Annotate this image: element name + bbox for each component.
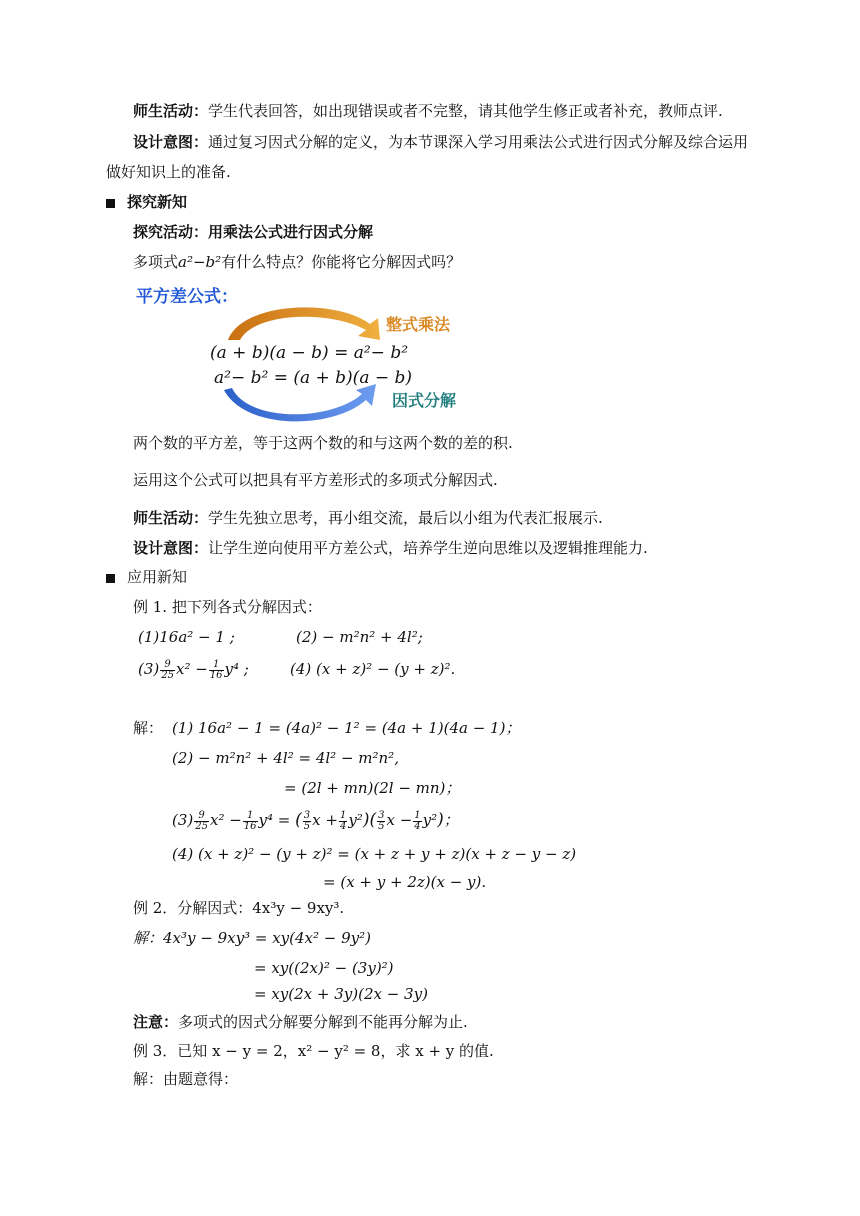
denominator: 25	[195, 820, 208, 832]
example-1-item-1: (1)16a² − 1 ;	[138, 628, 235, 646]
square-bullet-icon	[106, 574, 115, 583]
text: 通过复习因式分解的定义，为本节课深入学习用乘法公式进行因式分解及综合运用	[208, 133, 749, 151]
label: 设计意图：	[133, 133, 209, 151]
denominator: 4	[414, 820, 421, 832]
paragraph-intent-1-cont: 做好知识上的准备.	[106, 163, 231, 181]
label: 师生活动：	[133, 102, 209, 120]
denominator: 5	[378, 820, 385, 832]
paragraph-rule: 两个数的平方差，等于这两个数的和与这两个数的差的积.	[133, 434, 513, 452]
multiplication-arrow-icon	[228, 307, 380, 340]
text: 学生代表回答，如出现错误或者不完整，请其他学生修正或者补充，教师点评.	[208, 102, 723, 120]
example-1-item-3	[138, 659, 249, 681]
paragraph-intent-1	[133, 132, 748, 152]
numerator: 1	[243, 811, 258, 822]
denominator: 25	[161, 669, 174, 681]
example-2-title: 例 2．分解因式：4x³y − 9xy³.	[133, 899, 345, 917]
explore-title: 探究活动：用乘法公式进行因式分解	[133, 223, 374, 241]
tail: y⁴ ;	[224, 660, 249, 678]
solution-1-label: 解：	[133, 719, 164, 737]
q-pre: 多项式	[133, 253, 179, 271]
fraction	[339, 811, 347, 832]
numerator: 3	[378, 809, 385, 821]
difference-of-squares-diagram	[130, 282, 470, 422]
example-1-title: 例 1. 把下列各式分解因式：	[133, 598, 322, 616]
numerator: 9	[194, 811, 209, 822]
paragraph-activity-1	[133, 101, 723, 121]
fraction	[377, 811, 385, 832]
solution-1-step-2a: (2) − m²n² + 4l² = 4l² − m²n²,	[172, 749, 399, 767]
denominator: 4	[339, 820, 347, 832]
paragraph-intent-2	[133, 538, 648, 558]
label: 师生活动：	[133, 509, 209, 527]
example-3-solution: 解：由题意得：	[133, 1070, 239, 1088]
fraction	[413, 811, 421, 832]
solution-1-step-3: (3) $\frac{9}{25}$ x² − $\frac{1}{16}$ y⁴ = ( $\frac{3}{5}$ x + $\frac{1}{4}$ y²)( $\frac{3}{5}$ x − $\frac{1}{4}$ y²)；	[172, 809, 459, 832]
numerator: 1	[209, 660, 224, 671]
label: 注意：	[133, 1013, 179, 1031]
label: 设计意图：	[133, 539, 209, 557]
section-heading-apply	[106, 567, 187, 587]
fraction	[243, 811, 258, 832]
example-2-line-3: = xy(2x + 3y)(2x − 3y)	[254, 985, 428, 1003]
denominator: 16	[243, 820, 257, 832]
text: 学生先独立思考，再小组交流，最后以小组为代表汇报展示.	[208, 509, 603, 527]
solution-1-step-4a: (4) (x + z)² − (y + z)² = (x + z + y + z)(x + z − y − z)	[172, 845, 577, 863]
label-multiplication: 整式乘法	[386, 315, 451, 334]
pre: (3)	[138, 660, 160, 678]
text: 多项式的因式分解要分解到不能再分解为止.	[178, 1013, 468, 1031]
factoring-arrow-icon	[224, 384, 376, 421]
fraction	[194, 811, 209, 832]
denominator: 5	[303, 820, 311, 832]
equation-expand: (a + b)(a − b) = a²− b²	[210, 343, 409, 363]
example-3-title: 例 3．已知 x − y = 2，x² − y² = 8，求 x + y 的值.	[133, 1042, 494, 1060]
numerator: 1	[339, 809, 347, 821]
fraction	[209, 660, 224, 681]
diagram-title: 平方差公式：	[136, 287, 238, 307]
denominator: 16	[209, 669, 223, 681]
numerator: 1	[414, 809, 421, 821]
tail: ；	[443, 811, 459, 829]
example-1-item-2: (2) − m²n² + 4l²;	[296, 628, 423, 646]
label-factoring: 因式分解	[392, 391, 457, 410]
q-formula: a²−b²	[178, 253, 222, 271]
fraction	[303, 811, 311, 832]
solution-1-step-1: (1) 16a² − 1 = (4a)² − 1² = (4a + 1)(4a − 1)；	[172, 719, 521, 737]
mid1: x² −	[209, 811, 242, 829]
example-1-item-4: (4) (x + z)² − (y + z)².	[290, 660, 456, 678]
q-post: 有什么特点？你能将它分解因式吗？	[221, 253, 462, 271]
example-2-line-2: = xy((2x)² − (3y)²)	[254, 959, 394, 977]
text: 让学生逆向使用平方差公式，培养学生逆向思维以及逻辑推理能力.	[208, 539, 648, 557]
fraction	[160, 660, 175, 681]
mid: x² −	[175, 660, 208, 678]
section-heading-explore	[106, 192, 187, 212]
paragraph-usage: 运用这个公式可以把具有平方差形式的多项式分解因式.	[133, 471, 498, 489]
pre: (3)	[172, 811, 194, 829]
solution-1-step-4b: = (x + y + 2z)(x − y).	[323, 873, 487, 891]
explore-question	[133, 252, 461, 272]
numerator: 9	[160, 660, 175, 671]
square-bullet-icon	[106, 199, 115, 208]
numerator: 3	[303, 809, 311, 821]
equation-factor: a²− b² = (a + b)(a − b)	[214, 368, 413, 388]
mid2: y⁴ =	[258, 811, 291, 829]
note	[133, 1012, 468, 1032]
paragraph-activity-2	[133, 508, 603, 528]
section-title: 探究新知	[127, 193, 188, 211]
section-title: 应用新知	[127, 568, 188, 586]
solution-1-step-2b: = (2l + mn)(2l − mn)；	[284, 779, 461, 797]
example-2-line-1: 解：4x³y − 9xy³ = xy(4x² − 9y²)	[133, 929, 371, 947]
